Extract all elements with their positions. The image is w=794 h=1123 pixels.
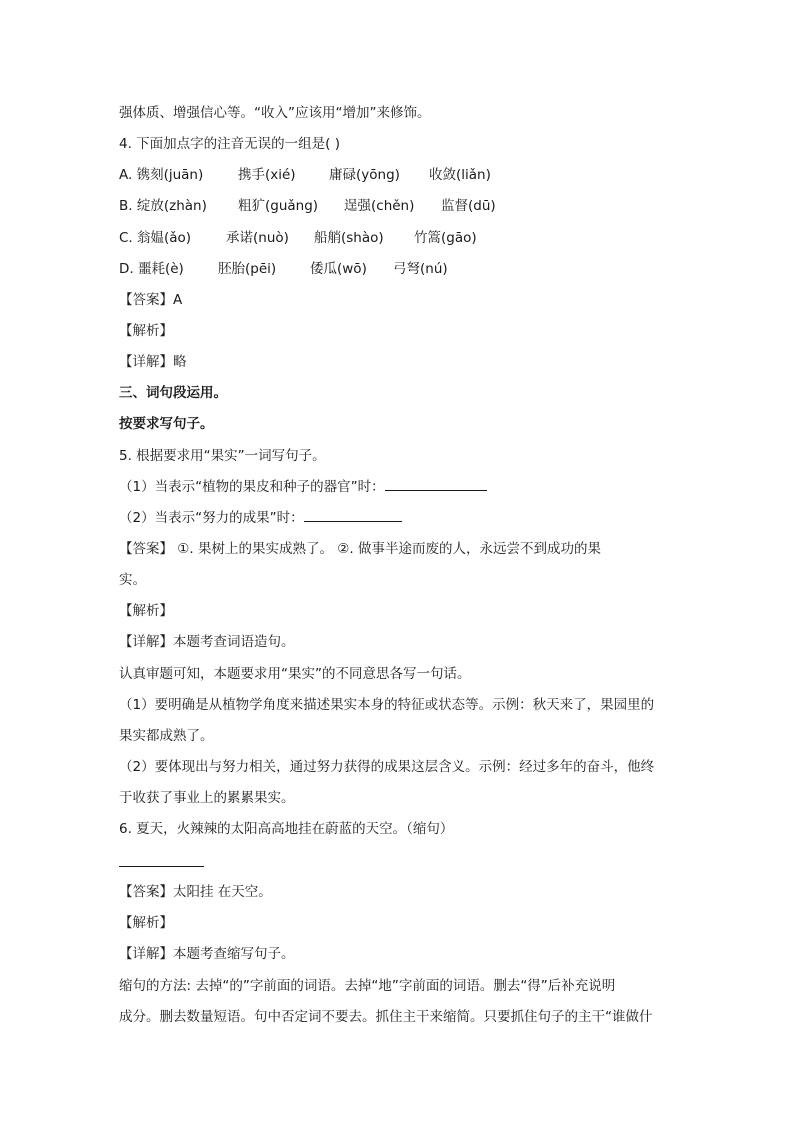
option-d (119, 259, 519, 279)
paragraph: （1）要明确是从植物学角度来描述果实本身的特征或状态等。示例：秋天来了，果园里的 (119, 697, 655, 713)
option-c-2: 承诺(nuò) (226, 230, 289, 246)
question-4: 4. 下面加点字的注音无误的一组是( ) (119, 136, 340, 152)
question-5-part-2-text: （2）当表示“努力的成果”时： (119, 510, 304, 526)
answer-blank[interactable] (119, 866, 204, 867)
answer-6: 【答案】太阳挂 在天空。 (119, 884, 272, 900)
option-b-4: 监督(dū) (441, 198, 496, 214)
answer-blank[interactable] (385, 477, 487, 491)
answer-5: 【答案】 ①. 果树上的果实成熟了。 ②. 做事半途而废的人，永远尝不到成功的果 (119, 541, 601, 557)
detail-5: 【详解】本题考查词语造句。 (119, 634, 295, 650)
option-d-4: 弓弩(nú) (393, 261, 448, 277)
paragraph: 成分。删去数量短语。句中否定词不要去。抓住主干来缩简。只要抓住句子的主干“谁做什 (119, 1009, 653, 1025)
option-c-4: 竹篙(gāo) (414, 230, 477, 246)
option-b (119, 196, 519, 216)
answer-5-cont: 实。 (119, 572, 146, 588)
option-a-3: 庸碌(yōng) (329, 167, 400, 183)
text-line: 强体质、增强信心等。“收入”应该用“增加”来修饰。 (119, 105, 431, 121)
paragraph: 于收获了事业上的累累果实。 (119, 790, 295, 806)
section-subheading: 按要求写句子。 (119, 416, 214, 432)
question-5-part-1 (119, 477, 487, 497)
paragraph: （2）要体现出与努力相关，通过努力获得的成果这层含义。示例：经过多年的奋斗，他终 (119, 759, 655, 775)
option-a (119, 165, 519, 185)
option-b-1: B. 绽放(zhàn) (119, 198, 207, 214)
answer-4: 【答案】A (119, 292, 183, 308)
option-d-1: D. 噩耗(è) (119, 261, 184, 277)
paragraph: 果实都成熟了。 (119, 728, 214, 744)
detail-6: 【详解】本题考查缩写句子。 (119, 946, 295, 962)
question-6: 6. 夏天，火辣辣的太阳高高地挂在蔚蓝的天空。（缩句） (119, 821, 454, 837)
paragraph: 缩句的方法: 去掉“的”字前面的词语。去掉“地”字前面的词语。删去“得”后补充说明 (119, 978, 616, 994)
question-5-part-1-text: （1）当表示“植物的果皮和种子的器官”时： (119, 479, 385, 495)
question-5: 5. 根据要求用“果实”一词写句子。 (119, 448, 326, 464)
analysis-5: 【解析】 (119, 603, 173, 619)
detail-4: 【详解】略 (119, 354, 187, 370)
analysis-4: 【解析】 (119, 323, 173, 339)
option-c (119, 228, 519, 248)
option-d-2: 胚胎(pēi) (218, 261, 277, 277)
option-d-3: 倭瓜(wō) (310, 261, 367, 277)
option-a-2: 携手(xié) (238, 167, 296, 183)
paragraph: 认真审题可知，本题要求用“果实”的不同意思各写一句话。 (119, 666, 471, 682)
section-heading: 三、词句段运用。 (119, 385, 227, 401)
option-b-2: 粗犷(guǎng) (238, 198, 319, 214)
option-c-1: C. 翁媪(ǎo) (119, 230, 192, 246)
option-c-3: 船艄(shào) (314, 230, 384, 246)
option-a-4: 收敛(liǎn) (429, 167, 491, 183)
answer-blank[interactable] (304, 508, 402, 522)
option-b-3: 逞强(chěn) (344, 198, 415, 214)
analysis-6: 【解析】 (119, 915, 173, 931)
option-a-1: A. 镌刻(juān) (119, 167, 204, 183)
question-5-part-2 (119, 508, 402, 528)
